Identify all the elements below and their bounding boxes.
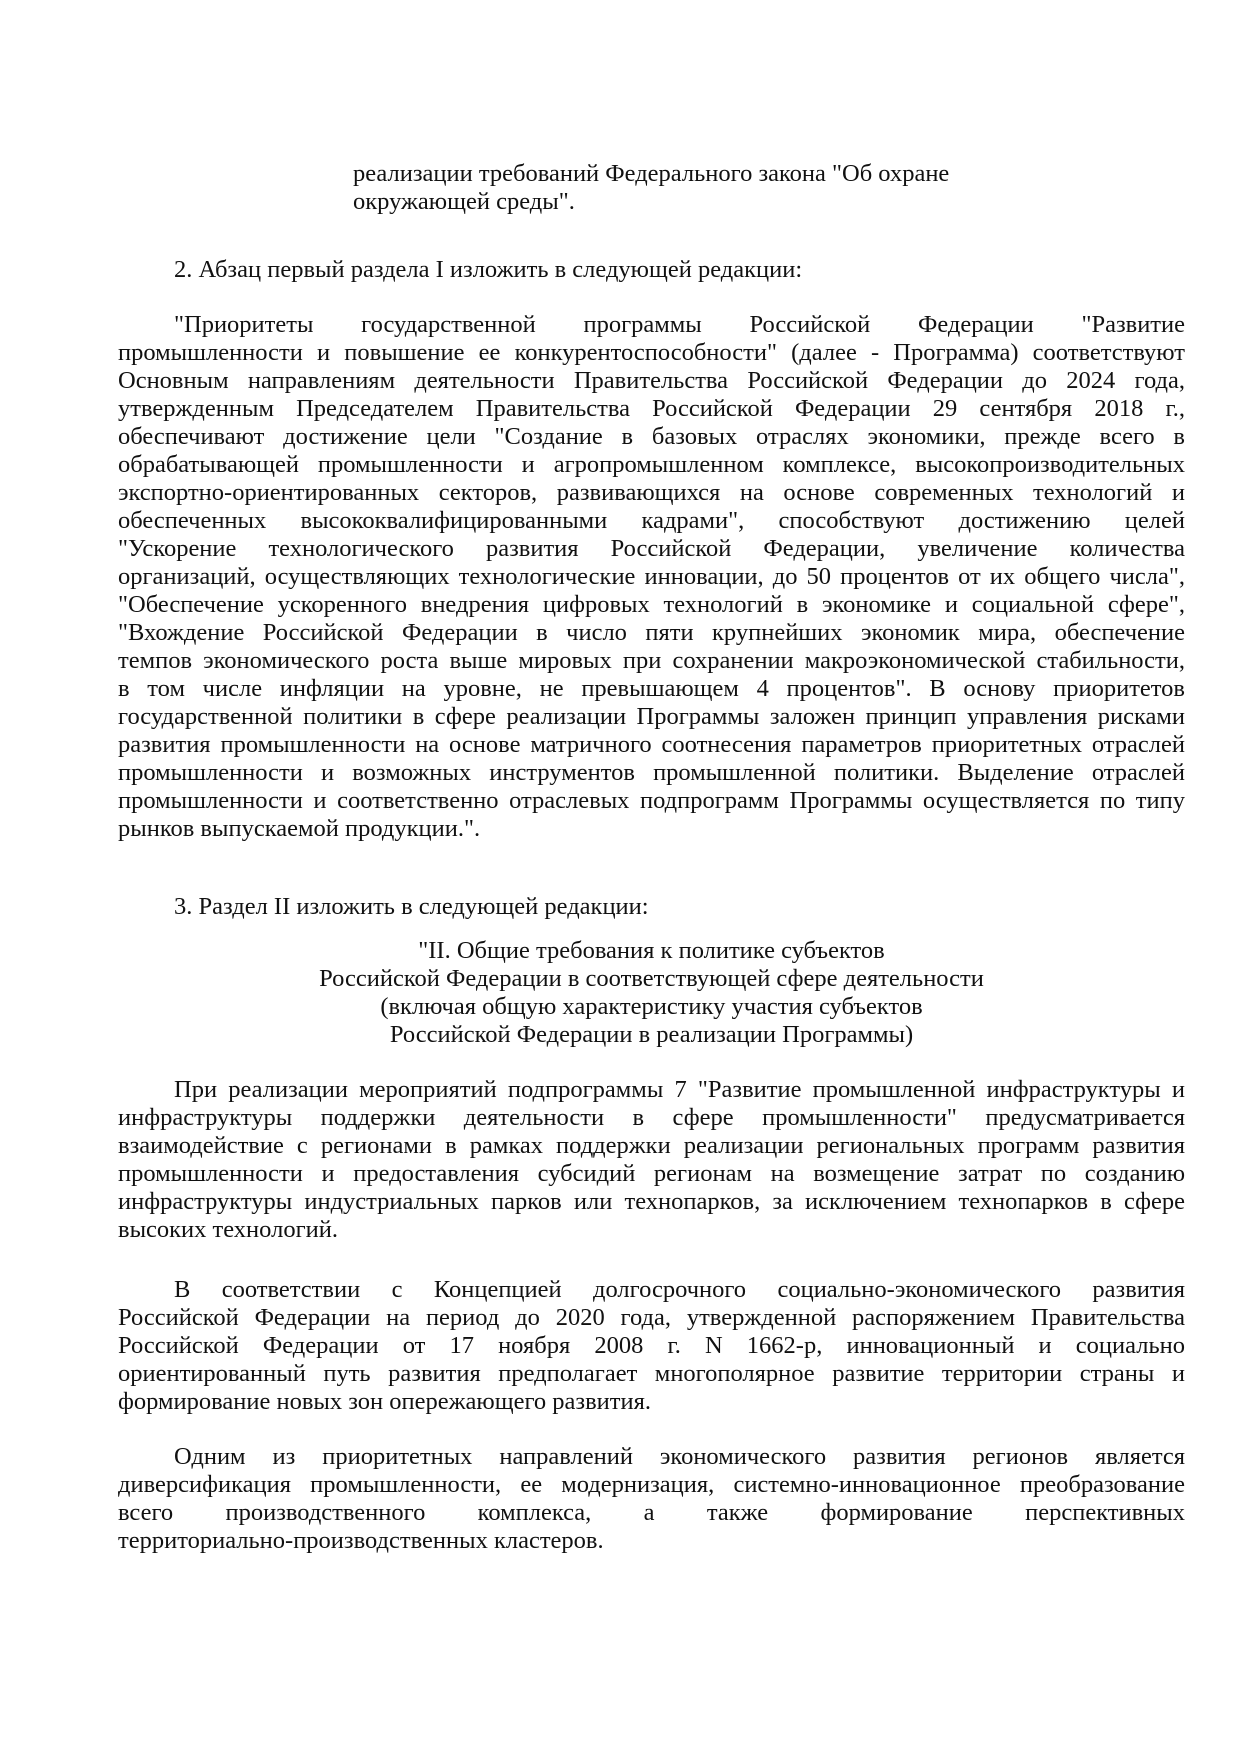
- text-line: темпов экономического роста выше мировых при сохранении макроэкономической стабильности,: [118, 647, 1185, 674]
- text-line: Российской Федерации на период до 2020 года, утвержденной распоряжением Правительства: [118, 1304, 1185, 1331]
- text-line: Российской Федерации в реализации Программы): [389, 1021, 914, 1048]
- text-line: рынков выпускаемой продукции.".: [118, 815, 481, 842]
- text-line: При реализации мероприятий подпрограммы 7 "Развитие промышленной инфраструктуры и: [174, 1076, 1185, 1103]
- item-3: [118, 893, 1185, 921]
- text-line: утвержденным Председателем Правительства Российской Федерации 29 сентября 2018 г.,: [118, 395, 1185, 422]
- text-line: "Вхождение Российской Федерации в число пяти крупнейших экономик мира, обеспечение: [118, 619, 1185, 646]
- text-line: экспортно-ориентированных секторов, развивающихся на основе современных технологий и: [118, 479, 1185, 506]
- paragraph-concept: [118, 1276, 1185, 1416]
- text-line: ориентированный путь развития предполагает многополярное развитие территории страны и: [118, 1360, 1185, 1387]
- intro-text: [353, 160, 1053, 216]
- text-line: взаимодействие с регионами в рамках поддержки реализации региональных программ развития: [118, 1132, 1185, 1159]
- text-line: окружающей среды".: [353, 188, 575, 215]
- paragraph-priorities: [118, 311, 1185, 843]
- text-line: 2. Абзац первый раздела I изложить в следующей редакции:: [174, 256, 803, 283]
- section-heading: [118, 937, 1185, 1049]
- text-line: инфраструктуры поддержки деятельности в сфере промышленности" предусматривается: [118, 1104, 1185, 1131]
- text-line: территориально-производственных кластеров.: [118, 1527, 604, 1554]
- text-line: Одним из приоритетных направлений экономического развития регионов является: [174, 1443, 1185, 1470]
- text-line: в том числе инфляции на уровне, не превышающем 4 процентов". В основу приоритетов: [118, 675, 1185, 702]
- text-line: "Ускорение технологического развития Российской Федерации, увеличение количества: [118, 535, 1185, 562]
- text-line: государственной политики в сфере реализации Программы заложен принцип управления рисками: [118, 703, 1185, 730]
- text-line: промышленности и предоставления субсидий регионам на возмещение затрат по созданию: [118, 1160, 1185, 1187]
- item-2: [118, 256, 1185, 284]
- text-line: диверсификация промышленности, ее модернизация, системно-инновационное преобразование: [118, 1471, 1185, 1498]
- text-line: формирование новых зон опережающего развития.: [118, 1388, 651, 1415]
- text-line: обрабатывающей промышленности и агропромышленном комплексе, высокопроизводительных: [118, 451, 1185, 478]
- text-line: "Обеспечение ускоренного внедрения цифровых технологий в экономике и социальной сфере",: [118, 591, 1185, 618]
- text-line: развития промышленности на основе матричного соотнесения параметров приоритетных отраслей: [118, 731, 1185, 758]
- text-line: Основным направлениям деятельности Правительства Российской Федерации до 2024 года,: [118, 367, 1185, 394]
- text-line: промышленности и возможных инструментов промышленной политики. Выделение отраслей: [118, 759, 1185, 786]
- paragraph-subprogram-7: [118, 1076, 1185, 1244]
- text-line: инфраструктуры индустриальных парков или технопарков, за исключением технопарков в сфере: [118, 1188, 1185, 1215]
- text-line: В соответствии с Концепцией долгосрочного социально-экономического развития: [174, 1276, 1185, 1303]
- text-line: Российской Федерации от 17 ноября 2008 г. N 1662-р, инновационный и социально: [118, 1332, 1185, 1359]
- paragraph-regions: [118, 1443, 1185, 1555]
- text-line: промышленности и повышение ее конкурентоспособности" (далее - Программа) соответствуют: [118, 339, 1185, 366]
- text-line: "Приоритеты государственной программы Российской Федерации "Развитие: [174, 311, 1185, 338]
- text-line: (включая общую характеристику участия субъектов: [380, 993, 923, 1020]
- text-line: "II. Общие требования к политике субъектов: [418, 937, 885, 964]
- text-line: промышленности и соответственно отраслевых подпрограмм Программы осуществляется по типу: [118, 787, 1185, 814]
- text-line: всего производственного комплекса, а также формирование перспективных: [118, 1499, 1185, 1526]
- text-line: высоких технологий.: [118, 1216, 338, 1243]
- text-line: обеспечивают достижение цели "Создание в базовых отраслях экономики, прежде всего в: [118, 423, 1185, 450]
- text-line: Российской Федерации в соответствующей сфере деятельности: [319, 965, 984, 992]
- text-line: реализации требований Федерального закона "Об охране: [353, 160, 950, 187]
- text-line: обеспеченных высококвалифицированными кадрами", способствуют достижению целей: [118, 507, 1185, 534]
- text-line: 3. Раздел II изложить в следующей редакции:: [174, 893, 649, 920]
- text-line: организаций, осуществляющих технологические инновации, до 50 процентов от их общего числа",: [118, 563, 1185, 590]
